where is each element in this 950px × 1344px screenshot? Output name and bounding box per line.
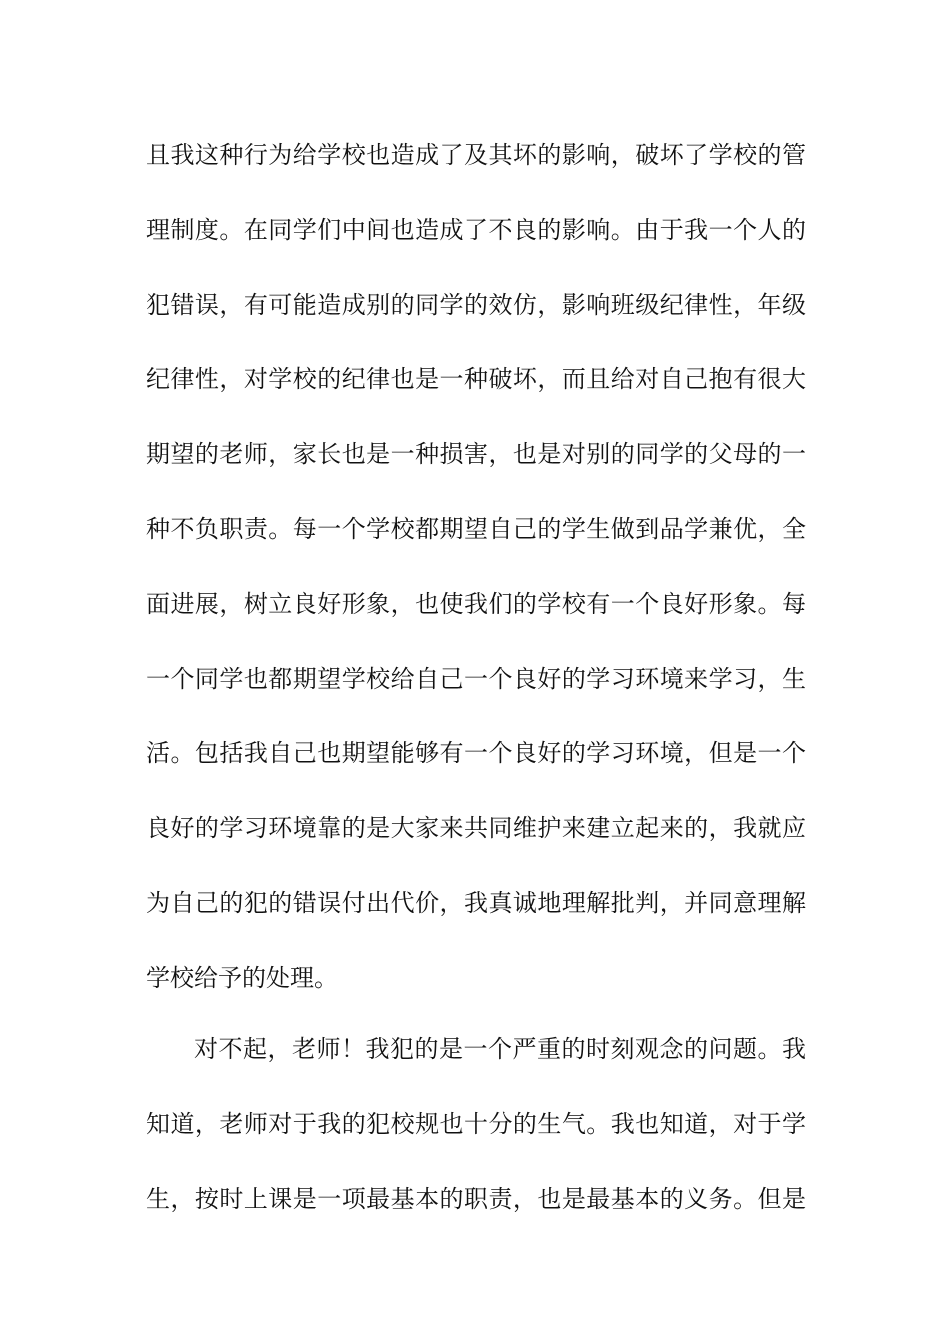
text-line: 生，按时上课是一项最基本的职责，也是最基本的义务。但是 [146, 1184, 806, 1213]
text-line: 为自己的犯的错误付出代价，我真诚地理解批判，并同意理解 [146, 888, 806, 917]
text-line: 学校给予的处理。 [146, 963, 338, 992]
text-line: 犯错误，有可能造成别的同学的效仿，影响班级纪律性，年级 [146, 290, 806, 319]
text-line: 面进展，树立良好形象，也使我们的学校有一个良好形象。每 [146, 589, 806, 618]
text-line: 理制度。在同学们中间也造成了不良的影响。由于我一个人的 [146, 215, 806, 244]
text-line: 一个同学也都期望学校给自己一个良好的学习环境来学习，生 [146, 664, 806, 693]
text-line: 良好的学习环境靠的是大家来共同维护来建立起来的，我就应 [146, 814, 806, 843]
text-line: 且我这种行为给学校也造成了及其坏的影响，破坏了学校的管 [146, 141, 806, 169]
text-line: 活。包括我自己也期望能够有一个良好的学习环境，但是一个 [146, 739, 806, 768]
paragraph-2 [146, 1012, 806, 1236]
text-line: 纪律性，对学校的纪律也是一种破坏，而且给对自己抱有很大 [146, 365, 806, 394]
text-line: 期望的老师，家长也是一种损害，也是对别的同学的父母的一 [146, 440, 806, 469]
paragraph-1 [146, 118, 806, 1016]
text-line: 种不负职责。每一个学校都期望自己的学生做到品学兼优，全 [146, 514, 806, 543]
text-line: 知道，老师对于我的犯校规也十分的生气。我也知道，对于学 [146, 1109, 806, 1138]
text-line: 对不起，老师！我犯的是一个严重的时刻观念的问题。我 [194, 1035, 806, 1063]
